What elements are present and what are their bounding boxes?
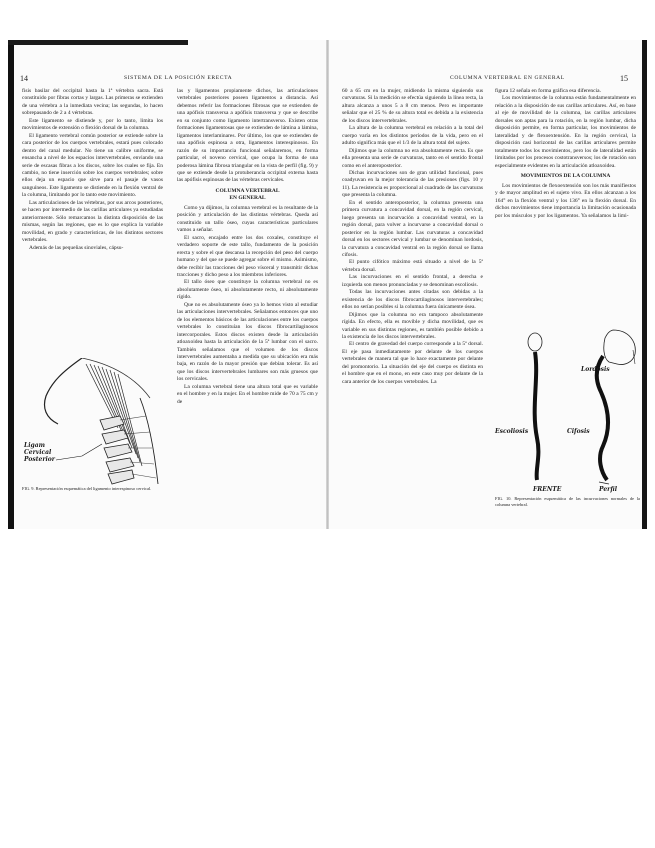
- figure-label-line: Cervical: [24, 449, 52, 456]
- right-page-column-1: [342, 88, 483, 386]
- section-heading-line: EN GENERAL: [229, 194, 266, 201]
- figure-label-line: Ligam: [24, 442, 45, 449]
- figure-10-caption: FIG. 10. Representación esquemática de las incurvaciones normales de la columna vertebral.: [495, 496, 640, 507]
- paragraph: Dijimos que la columna no era absolutamente recta. Es que ella presenta una serie de curvaturas, tanto en el sentido frontal como en el anteroposterior.: [342, 147, 483, 169]
- section-heading: [177, 188, 318, 202]
- cervical-ligament-illustration: [22, 358, 172, 486]
- figure-label-line: Posterior: [24, 456, 55, 463]
- label-frente: FRENTE: [533, 486, 562, 493]
- label-lordosis: Lordosis: [581, 366, 610, 373]
- paragraph: La columna vertebral tiene una altura total que es variable en el hombre y en la mujer. En el hombre mide de 70 a 75 cm y de: [177, 383, 318, 405]
- right-running-head: [332, 74, 642, 86]
- paragraph: Además de las pequeñas sinoviales, cápsu-: [29, 244, 124, 251]
- paragraph: Los movimientos de flexoextensión son los más manifiestos y de mayor amplitud en el sujeto vivo. En ellos alcanzan a los 164° en la flexión ventral y los 136° en la flexión dorsal. En dichos movimientos tiene importancia la limitación ocasionada por los músculos y por los ligamentos. Ya señalamos la limi-: [495, 182, 636, 219]
- paragraph: 60 a 65 cm en la mujer, midiendo la misma siguiendo sus curvaturas. Si la medición se efectúa siguiendo la línea recta, la altura alcanza a unos 5 a 8 cm menos. Pero es importante señalar que el 25 % de su altura total es debida a la existencia de los discos intervertebrales.: [342, 88, 483, 124]
- paragraph: El centro de gravedad del cuerpo corresponde a la 5ª dorsal. El eje pasa inmediatamente por delante de los cuerpos vertebrales de manera tal que lo hace exactamente por delante del promontorio. La situación del eje del cuerpo es distinta en el hombre que en el mono, en este caso muy por delante de la cara anterior de los cuerpos vertebrales. La: [342, 341, 483, 385]
- book-gutter: [326, 40, 329, 529]
- right-page: [332, 40, 642, 529]
- paragraph: El ligamento vertebral común posterior se extiende sobre la cara posterior de los cuerpos vertebrales, estará pues colocado dentro del canal medular. No tiene un calibre uniforme, se ensancha a nivel de los espacios intervertebrales, enviando una serie de escasas fibras a los discos, sobre los cuales se fija. En cambio, no tiene inserción sobre los cuerpos vertebrales; sobre ellos deja un espacio que sirve para el pasaje de vasos sanguíneos. Este ligamento se distiende en la flexión ventral de la columna, limitando por lo tanto este movimiento.: [22, 132, 163, 199]
- left-page-column-1: [22, 88, 163, 252]
- paragraph: figura 12 señala en forma gráfica esa diferencia.: [495, 88, 601, 94]
- paragraph: El sacro, encajado entre los dos coxales, constituye el verdadero soporte de este tallo, fundamento de la posición erecta y sobre el que descansa la recepción del peso del cuerpo humano y del que se puede agregar sobre el mismo. Asimismo, debe recibir las tracciones del peso vísceral y transmitir dichas tracciones y dicho peso a los miembros inferiores.: [177, 234, 318, 278]
- figure-10: [495, 328, 640, 518]
- paragraph: Dijimos que la columna no era tampoco absolutamente rígida. En efecto, ella es movible y dicha movilidad, que es variable en sus distintas regiones, es también posible debido a la existencia de los discos intervertebrales.: [342, 311, 483, 340]
- paragraph: Este ligamento se distiende y, por lo tanto, limita los movimientos de extensión o flexión dorsal de la columna.: [22, 117, 163, 132]
- figure-label-ligament: [24, 442, 55, 463]
- page-number-right: 15: [620, 74, 628, 83]
- label-escoliosis: Escoliosis: [495, 428, 529, 435]
- paragraph: Que no es absolutamente óseo ya lo hemos visto al estudiar las articulaciones intervertebrales. Señalamos entonces que uno de los elementos básicos de las articulaciones entre los cuerpos vertebrales lo constituían los discos fibrocartilaginosos intercorporales. Estos discos existen desde la articulación atloaxoidea hasta la articulación de la 5ª lumbar con el sacro. También señalamos que el volumen de los discos intervertebrales aumentaba a medida que su ubicación era más baja, en razón de la mayor presión que debían tolerar. Es así que los discos intervertebrales lumbares son más gruesos que los cervicales.: [177, 301, 318, 383]
- paragraph: Como ya dijimos, la columna vertebral es la resultante de la posición y articulación de las distintas vértebras. Queda así constituido un tallo óseo, cuyas características particulares vamos a señalar.: [177, 204, 318, 234]
- paragraph: las y ligamentos propiamente dichos, las articulaciones vertebrales posteriores poseen ligamentos a distancia. Así debemos referir las formaciones fibrosas que se extienden de una apófisis transversa a apófisis transversa y que se describe en su conjunto como ligamento intertransverso. Existen otras formaciones ligamentosas que se extienden de lámina a lámina, ligamentos interlaminares. Por último, los que se extienden de una apófisis espinosa a otra, ligamentos interespinosos. En razón de su importancia funcional señalaremos, en forma particular, el noveno cervical, que ocupa la forma de una poderosa lámina fibrosa triangular en la vista de perfil (fig. 9) y que se extiende desde la protuberancia occipital externa hasta las apófisis espinosas de las vértebras cervicales.: [177, 88, 318, 184]
- section-heading-line: COLUMNA VERTEBRAL: [215, 187, 280, 194]
- left-page: [14, 40, 324, 529]
- label-perfil: Perfil: [599, 486, 617, 493]
- section-heading: MOVIMIENTOS DE LA COLUMNA: [520, 172, 611, 179]
- figure-9: [22, 358, 172, 498]
- paragraph: La altura de la columna vertebral en relación a la total del cuerpo varía en los distintos períodos de la vida, pero en el adulto significa más que el 1/3 de la altura total del sujeto.: [342, 125, 483, 147]
- paragraph: Las articulaciones de las vértebras, por sus arcos posteriores, se hacen por intermedio de las carillas articulares ya estudiadas anteriormente. Sólo remarcamos la distinta disposición de las mismas, según las regiones, que es lo que explica la variable movilidad, en grado y características, de los distintos sectores vertebrales.: [22, 199, 163, 244]
- paragraph: Los movimientos de la columna están fundamentalmente en relación a la disposición de sus carillas articulares. Así, en base al eje de movilidad de la columna, las carillas articulares dorsales son aptas para la rotación, en la región lumbar, dicha disposición permite, en forma particular, los movimientos de lateralidad y de flexoextensión. En la región cervical, la disposición casi horizontal de las carillas articulares permite totalmente todos los movimientos, pero los de lateralidad están limitados por los procesos costotransversos; los de rotación son especialmente evidentes en la articulación atloaxoidea.: [495, 95, 636, 169]
- scan-edge-right: [642, 40, 647, 529]
- right-page-column-2: [495, 88, 636, 220]
- paragraph: fisis basilar del occipital hasta la 1ª vértebra sacra. Está constituido por fibras cortas y largas. Las primeras se extienden de una vértebra a la inmediata vecina; las segundas, lo hacen sobrepasando de 2 a 4 vértebras.: [22, 88, 163, 117]
- figure-9-caption: FIG. 9. Representación esquemática del ligamento interespinoso cervical.: [22, 486, 152, 491]
- paragraph: El punto cifótico máximo está situado a nivel de la 5ª vértebra dorsal.: [342, 259, 483, 273]
- paragraph: El tallo óseo que constituye la columna vertebral no es absolutamente óseo, ni absolutamente recto, ni absolutamente rígido.: [177, 279, 318, 301]
- paragraph: Todas las incurvaciones antes citadas son debidas a la existencia de los discos fibrocartilaginosos intervertebrales; ellos no serían posibles si la columna fuera únicamente ósea.: [342, 289, 483, 311]
- page-number-left: 14: [20, 74, 28, 83]
- paragraph: En el sentido anteroposterior, la columna presenta una primera curvatura a concavidad dorsal, en la región cervical, luego presenta un incurvación a concavidad ventral, en la región dorsal, para volver a incurvarse a concavidad dorsal o posterior en la región lumbar. Las curvaturas a concavidad dorsal en los sectores cervical y lumbar se denominan lordosis, la curvatura a concavidad ventral en la región dorsal se llama cifosis.: [342, 199, 483, 258]
- running-head-left: SISTEMA DE LA POSICIÓN ERECTA: [124, 75, 233, 81]
- label-cifosis: Cifosis: [567, 428, 590, 435]
- spine-curvature-illustration: [495, 328, 640, 488]
- running-head-right: COLUMNA VERTEBRAL EN GENERAL: [450, 75, 565, 81]
- left-page-column-2: [177, 88, 318, 406]
- paragraph: Las incurvaciones en el sentido frontal, a derecha e izquierda son menos pronunciadas y se denominan escoliosis.: [342, 274, 483, 288]
- left-running-head: [14, 74, 324, 86]
- paragraph: Dichas incurvaciones son de gran utilidad funcional, pues coadyuvan en la mejor tolerancia de las presiones (figs. 10 y 11). La resistencia es proporcional al cuadrado de las curvaturas que presenta la columna.: [342, 169, 483, 199]
- scanned-book-spread: [8, 40, 647, 529]
